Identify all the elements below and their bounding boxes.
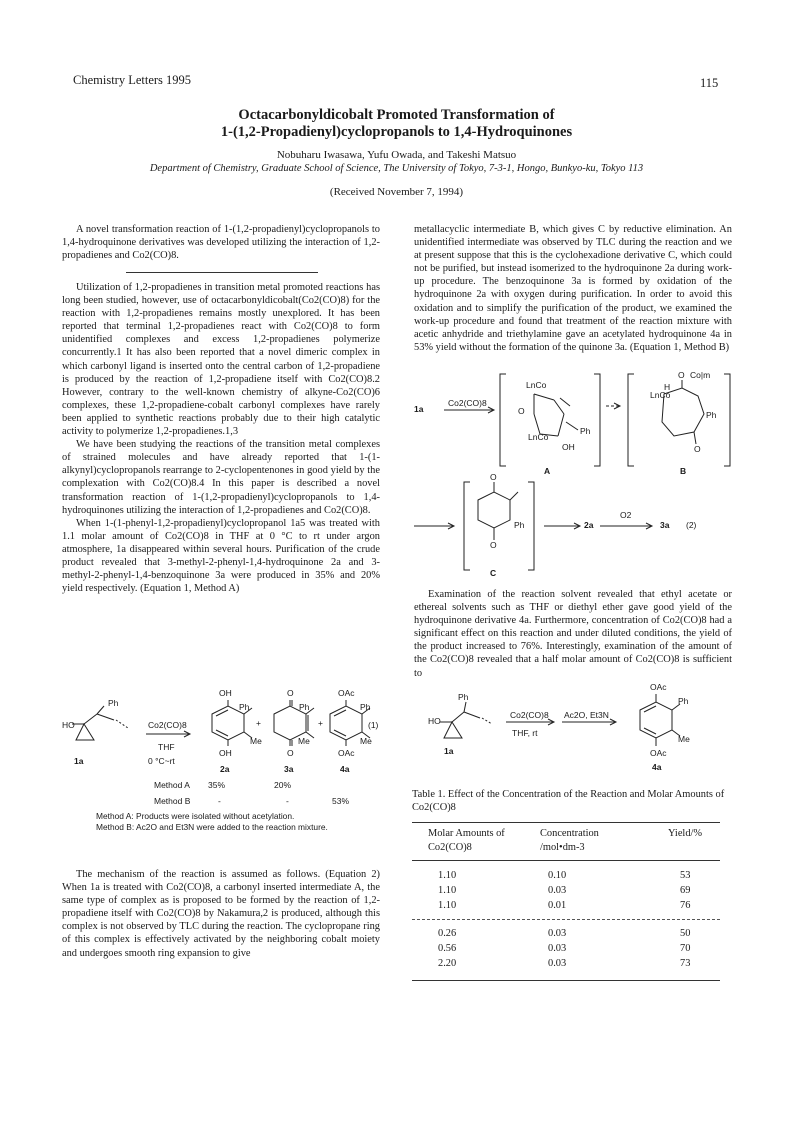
eq2-b-lnco: LnCo — [650, 390, 671, 400]
eq2-c-ph: Ph — [514, 520, 525, 530]
equation-1 — [62, 688, 380, 858]
eq1-4a-ph: Ph — [360, 702, 371, 712]
s3-ho: HO — [428, 716, 441, 726]
scheme-3 — [414, 682, 732, 780]
eq2-o2: O2 — [620, 510, 632, 520]
eq1-temperature: 0 °C~rt — [148, 756, 175, 766]
received-date: (Received November 7, 1994) — [329, 186, 464, 198]
table-caption: Table 1. Effect of the Concentration of the Reaction and Molar Amounts of Co2(CO)8 — [412, 789, 725, 813]
eq2-number: (2) — [686, 520, 697, 530]
table-row — [412, 928, 720, 943]
left-paragraph-2: We have been studying the reactions of the transition metal complexes of strained molecules and have already reported that 1-(1-alkynyl)cyclopropanols rearrange to 2-cyclopentenones in good yield by the complexation with Co2(CO)8.4 In this paper is described a novel transformation reaction of 1-(1,2-propadienyl)cyclopropanols to 1,4-hydroquinones utilizing the interaction of 1,2-propadienes and Co2(CO)8. — [62, 439, 380, 516]
table-top-rule — [412, 822, 720, 823]
eq2-reagent: Co2(CO)8 — [448, 398, 487, 408]
eq1-ho-start: HO — [62, 720, 75, 730]
eq1-label-1a: 1a — [74, 756, 84, 766]
table-cell: 76 — [680, 900, 691, 911]
eq1-2a-oh-bottom: OH — [219, 748, 232, 758]
eq1-3a-me: Me — [298, 736, 310, 746]
table-cell: 70 — [680, 943, 691, 954]
table-row — [412, 943, 720, 958]
right-paragraph-1: metallacyclic intermediate B, which gives C by reductive elimination. An unidentified intermediate was observed by TLC during the reaction and we at present suppose that this is the cyclohexadione derivative C, which could not be purified, but instead isomerized to the hydroquinone 2a during work-up procedure. The benzoquinone 3a is formed by oxidation of the hydroquinone 2a with oxygen during purification. In order to avoid this oxidation and to simplify the purification of the product, we examined the work-up procedure and found that treatment of the reaction mixture with acetic anhydride and triethylamine gave an acetylated hydroquinone 4a in 53% yield without the formation of the quinone 3a. (Equation 1, Method B) — [414, 224, 732, 353]
right-paragraph-2: Examination of the reaction solvent revealed that ethyl acetate or ethereal solvents such as THF or diethyl ether gave good yield of the hydroquinone derivative 4a. Furthermore, concentration of Co2(CO)8 had a significant effect on this reaction and under diluted conditions, the yield of the product increased to 76%. Interestingly, examination of the amount of the Co2(CO)8 revealed that a half molar amount of Co2(CO)8 is sufficient to — [414, 589, 732, 679]
table-cell: 53 — [680, 870, 691, 881]
s3-label-1a: 1a — [444, 746, 454, 756]
right-body-continued — [414, 588, 732, 680]
eq2-b-h: H — [664, 382, 671, 392]
eq1-method-a-label: Method A — [154, 780, 190, 790]
eq1-method-b-label: Method B — [154, 796, 191, 806]
table-cell: 1.10 — [438, 885, 457, 896]
abstract: A novel transformation reaction of 1-(1,2-propadienyl)cyclopropanols to 1,4-hydroquinone derivatives was developed utilizing the interaction of 1,2-propadienes and Co2(CO)8. — [62, 224, 380, 262]
table-header-conc-2: /mol•dm-3 — [540, 842, 585, 853]
table-cell: 0.03 — [548, 885, 567, 896]
table-divider-dashed — [412, 919, 720, 920]
eq1-3a-ph: Ph — [299, 702, 310, 712]
s3-reagent-ac2o: Ac2O, Et3N — [564, 710, 609, 720]
eq1-method-a-3a-yield: 20% — [274, 780, 292, 790]
table-cell: 73 — [680, 958, 691, 969]
left-body — [62, 281, 380, 595]
s3-conditions: THF, rt — [512, 728, 538, 738]
s3-reagent-co: Co2(CO)8 — [510, 710, 549, 720]
table-row — [412, 885, 720, 900]
left-paragraph-3: When 1-(1-phenyl-1,2-propadienyl)cyclopropanol 1a5 was treated with 1.1 molar amount of Co2(CO)8 in THF at 0 °C to rt under argon atmosphere, 1a disappeared within several hours. Purification of the crude product revealed that 3-methyl-2-phenyl-1,4-hydroquinone 2a and 3-methyl-2-phenyl-1,4-benzoquinone 3a were produced in 35% and 20% yield respectively. (Equation 1, Method A) — [62, 517, 380, 595]
s3-me: Me — [678, 734, 690, 744]
article-title-line2: 1-(1,2-Propadienyl)cyclopropanols to 1,4-Hydroquinones — [220, 124, 573, 140]
eq1-note-method-a: Method A: Products were isolated without acetylation. — [96, 811, 295, 821]
running-header-journal: Chemistry Letters 1995 — [73, 73, 192, 87]
eq2-c-o-bottom: O — [490, 540, 497, 550]
table-cell: 0.03 — [548, 958, 567, 969]
eq1-method-a-2a-yield: 35% — [208, 780, 226, 790]
eq1-method-b-2a-yield: - — [218, 796, 221, 806]
table-cell: 0.01 — [548, 900, 567, 911]
eq2-label-1a: 1a — [414, 404, 424, 414]
eq2-a-o: O — [518, 406, 525, 416]
eq1-plus-1: + — [256, 718, 261, 728]
table-header-yield: Yield/% — [668, 828, 703, 839]
eq1-plus-2: + — [318, 718, 323, 728]
author-list: Nobuharu Iwasawa, Yufu Owada, and Takeshi Matsuo — [276, 149, 517, 161]
table-row — [412, 870, 720, 885]
eq2-a-oh: OH — [562, 442, 575, 452]
table-cell: 69 — [680, 885, 691, 896]
eq2-b-o: O — [678, 370, 685, 380]
eq2-b-o-bottom: O — [694, 444, 701, 454]
eq1-solvent: THF — [158, 742, 175, 752]
eq1-4a-oac-top: OAc — [338, 688, 355, 698]
table-bottom-rule — [412, 980, 720, 981]
eq1-4a-me: Me — [360, 736, 372, 746]
eq2-label-a: A — [544, 466, 551, 476]
eq2-label-c: C — [490, 568, 497, 578]
eq1-2a-oh-top: OH — [219, 688, 232, 698]
eq1-3a-o-top: O — [287, 688, 294, 698]
eq1-2a-ph: Ph — [239, 702, 250, 712]
eq2-a-ph: Ph — [580, 426, 591, 436]
eq2-label-3a: 3a — [660, 520, 670, 530]
article-title-line1: Octacarbonyldicobalt Promoted Transformation of — [238, 107, 555, 123]
eq1-3a-o-bottom: O — [287, 748, 294, 758]
right-column — [414, 223, 732, 354]
s3-oac-bottom: OAc — [650, 748, 667, 758]
table-header-rule — [412, 860, 720, 861]
table-cell: 0.03 — [548, 943, 567, 954]
table-cell: 0.56 — [438, 943, 457, 954]
table-rows-block-1 — [412, 870, 720, 915]
eq2-b-com: Co|m — [690, 370, 711, 380]
table-row — [412, 958, 720, 973]
table-rows-block-2 — [412, 928, 720, 973]
left-column — [62, 223, 380, 262]
table-cell: 2.20 — [438, 958, 457, 969]
table-row — [412, 900, 720, 915]
table-cell: 0.10 — [548, 870, 567, 881]
eq1-2a-me: Me — [250, 736, 262, 746]
s3-ph-product: Ph — [678, 696, 689, 706]
eq1-label-4a: 4a — [340, 764, 350, 774]
table-cell: 1.10 — [438, 870, 457, 881]
table-header-molar-1: Molar Amounts of — [428, 828, 505, 839]
eq1-label-3a: 3a — [284, 764, 294, 774]
eq1-note-method-b: Method B: Ac2O and Et3N were added to the reaction mixture. — [96, 822, 328, 832]
eq1-method-b-3a-yield: - — [286, 796, 289, 806]
table-cell: 0.26 — [438, 928, 457, 939]
left-paragraph-4: The mechanism of the reaction is assumed as follows. (Equation 2) When 1a is treated with Co2(CO)8, a carbonyl inserted intermediate A, the same type of complex as is proposed to be formed by the reaction of 1,2-propadiene itself with Co2(CO)8 by Nakamura,2 is produced, although this complex is not observed by TLC during the reaction. The cyclopropane ring of this complex is effectively activated by the neighboring cobalt moiety and undergoes smooth ring expansion to give — [62, 869, 380, 959]
s3-ph: Ph — [458, 692, 469, 702]
eq2-label-2a: 2a — [584, 520, 594, 530]
s3-label-4a: 4a — [652, 762, 662, 772]
table-header-molar-2: Co2(CO)8 — [428, 842, 472, 853]
page-number: 115 — [700, 76, 719, 90]
eq2-b-ph: Ph — [706, 410, 717, 420]
table-cell: 50 — [680, 928, 691, 939]
equation-2 — [414, 370, 732, 580]
eq1-ph-start: Ph — [108, 698, 119, 708]
eq2-c-o-top: O — [490, 472, 497, 482]
left-paragraph-1: Utilization of 1,2-propadienes in transition metal promoted reactions has long been studied, however, use of octacarbonyldicobalt(Co2(CO)8) for the reaction with 1,2-propadienes remains mostly unexplored. It has been reported that terminal 1,2-propadienes react with Co2(CO)8 to form unidentified complexes and excess 1,2-propadienes polymerize concurrently.1 It has also been reported that a novel dimeric complex in which carbonyl ligand is inserted onto the central carbon of 1,2-propadiene is produced by the reaction of 1,2-propadiene itself with Co2(CO)8.2 However, contrary to the well-known chemistry of alkyne-Co2(CO)6 complexes, these 1,2-propadiene-cobalt carbonyl complexes have rarely been applied to synthetic reactions probably due to their high catalytic activity to polymerize 1,2-propadienes.1,3 — [62, 282, 380, 438]
table-cell: 0.03 — [548, 928, 567, 939]
table-header-conc-1: Concentration — [540, 828, 599, 839]
affiliation: Department of Chemistry, Graduate School of Science, The University of Tokyo, 7-3-1, Hongo, Bunkyo-ku, Tokyo 113 — [149, 163, 644, 174]
left-body-continued — [62, 868, 380, 960]
table-cell: 1.10 — [438, 900, 457, 911]
eq1-4a-oac-bottom: OAc — [338, 748, 355, 758]
s3-oac-top: OAc — [650, 682, 667, 692]
eq2-a-lnco-top: LnCo — [526, 380, 547, 390]
eq2-a-lnco-bottom: LnCo — [528, 432, 549, 442]
abstract-divider — [126, 272, 318, 273]
eq1-number: (1) — [368, 720, 379, 730]
eq1-label-2a: 2a — [220, 764, 230, 774]
eq1-reagent: Co2(CO)8 — [148, 720, 187, 730]
eq1-method-b-4a-yield: 53% — [332, 796, 350, 806]
eq2-label-b: B — [680, 466, 687, 476]
